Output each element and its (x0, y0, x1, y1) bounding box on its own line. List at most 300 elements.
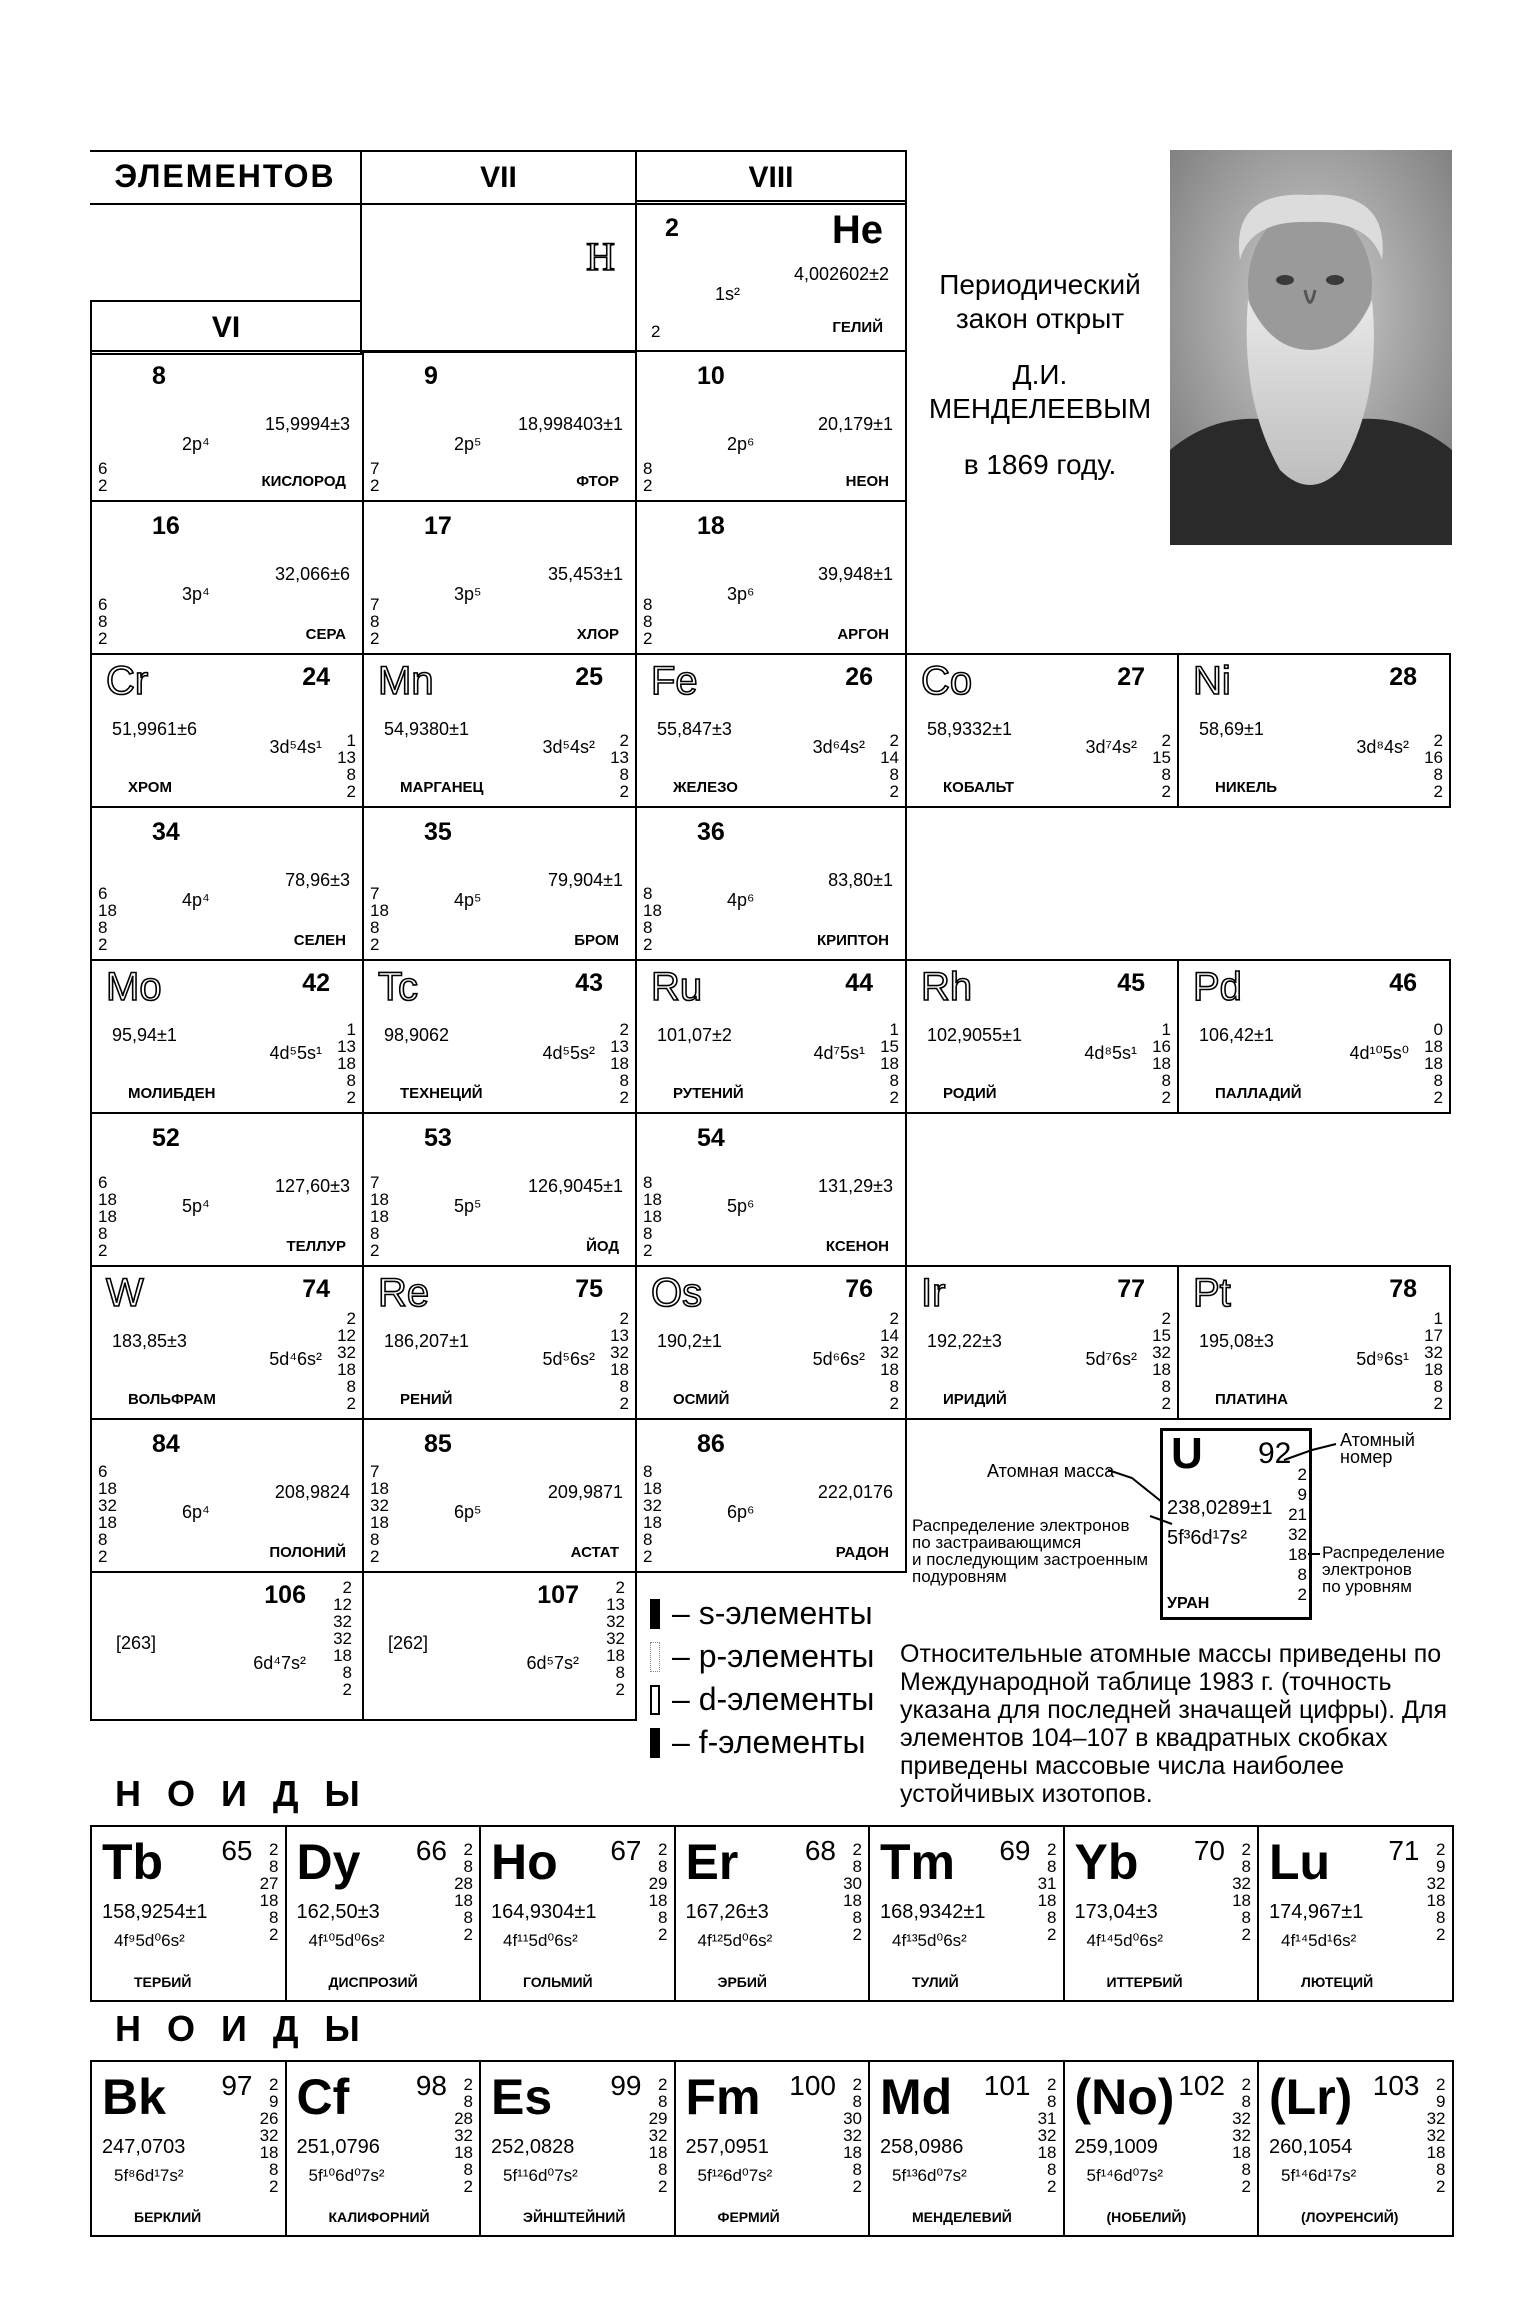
element-cell-ne (635, 350, 907, 502)
atomic-number: 54 (697, 1124, 725, 1152)
legend-p-label: – p-элементы (672, 1638, 875, 1674)
electron-config: 5p⁵ (454, 1196, 482, 1216)
atomic-mass: 79,904±1 (548, 870, 623, 890)
element-cell-xe (635, 1112, 907, 1267)
atomic-number: 75 (575, 1275, 603, 1303)
atomic-mass: 209,9871 (547, 1482, 623, 1502)
label-atomic-mass: Атомная масса (987, 1461, 1115, 1481)
element-cell-o (90, 350, 364, 502)
element-name: ЛЮТЕЦИЙ (1301, 1974, 1374, 1990)
electron-levels: 2 14 32 18 8 2 (880, 1309, 899, 1413)
atomic-mass: 20,179±1 (818, 414, 893, 434)
element-name: ИТТЕРБИЙ (1106, 1974, 1183, 1990)
atomic-mass: 131,29±3 (818, 1176, 893, 1196)
element-name: БРОМ (574, 932, 619, 949)
element-name: АСТАТ (570, 1544, 619, 1561)
element-name: (НОБЕЛИЙ) (1106, 2209, 1187, 2225)
atomic-number: 74 (302, 1275, 330, 1303)
element-name: РОДИЙ (943, 1085, 997, 1102)
element-name: ТЕХНЕЦИЙ (400, 1085, 483, 1102)
electron-levels: 1 17 32 18 8 2 (1424, 1309, 1443, 1413)
atomic-number: 71 (1388, 1835, 1420, 1866)
lanthanides-cell-0 (90, 1825, 287, 2002)
element-name: ХЛОР (576, 626, 619, 643)
electron-levels: 2 13 32 32 18 8 2 (606, 1578, 625, 1699)
element-symbol: Re (378, 1271, 430, 1315)
atomic-mass: 98,9062 (384, 1025, 450, 1045)
electron-config: 5p⁴ (182, 1196, 210, 1216)
element-cell-ni (1177, 653, 1451, 808)
atomic-number: 43 (575, 969, 603, 997)
atomic-mass: 252,0828 (491, 2136, 575, 2158)
caption-line-3: Д.И. МЕНДЕЛЕЕВЫМ (928, 359, 1152, 424)
demo-levels: 2 9 21 32 18 8 2 (1288, 1465, 1307, 1604)
caption-line-2: закон открыт (955, 303, 1125, 334)
element-name: ЖЕЛЕЗО (673, 779, 738, 796)
electron-levels: 8 18 18 8 2 (643, 1173, 662, 1260)
electron-levels: 2 8 29 18 8 2 (648, 1840, 668, 1944)
electron-levels: 2 9 26 32 18 8 2 (259, 2075, 279, 2196)
element-name: ХРОМ (128, 779, 172, 796)
lanthanides-cell-3 (674, 1825, 871, 2002)
atomic-mass: 195,08±3 (1199, 1331, 1274, 1351)
atomic-number: 42 (302, 969, 330, 997)
electron-config: 3d⁸4s² (1356, 737, 1409, 757)
atomic-mass: 208,9824 (274, 1482, 350, 1502)
atomic-mass: 174,967±1 (1269, 1901, 1364, 1923)
element-cell-cl (362, 500, 637, 655)
atomic-mass: [262] (388, 1633, 429, 1653)
electron-levels: 1 16 18 8 2 (1152, 1020, 1171, 1107)
electron-config: 4f¹¹5d⁰6s² (503, 1931, 578, 1950)
element-cell-ru (635, 959, 907, 1114)
element-symbol: Co (921, 659, 973, 703)
atomic-mass: 192,22±3 (927, 1331, 1002, 1351)
atomic-number: 52 (152, 1124, 180, 1152)
atomic-mass: 39,948±1 (818, 564, 893, 584)
element-symbol: Er (685, 1834, 739, 1890)
electron-config: 3p⁵ (454, 584, 482, 604)
atomic-mass: 58,9332±1 (927, 719, 1012, 739)
element-symbol: Mo (106, 965, 162, 1009)
electron-config: 5d⁵6s² (542, 1349, 595, 1369)
atomic-mass: 158,9254±1 (102, 1901, 208, 1923)
element-symbol: Fm (685, 2069, 761, 2125)
electron-levels: 2 8 30 32 18 8 2 (843, 2075, 862, 2196)
atomic-number: 84 (152, 1430, 180, 1458)
electron-config: 6p⁶ (727, 1502, 755, 1522)
element-symbol: Fe (651, 659, 698, 703)
atomic-number: 85 (424, 1430, 452, 1458)
electron-config: 5f¹³6d⁰7s² (892, 2166, 967, 2185)
electron-levels: 7 2 (370, 459, 380, 495)
actinides-cell-0 (90, 2060, 287, 2237)
electron-config: 2p⁵ (454, 434, 482, 454)
actinides-title: НОИДЫ (115, 2008, 386, 2049)
electron-config: 6d⁴7s² (253, 1653, 306, 1673)
electron-config: 3d⁷4s² (1085, 737, 1137, 757)
legend-s (650, 1595, 873, 1632)
atomic-mass: 54,9380±1 (384, 719, 469, 739)
element-symbol: Ho (491, 1834, 558, 1890)
electron-levels: 8 8 2 (643, 595, 653, 648)
element-name: ОСМИЙ (673, 1391, 730, 1408)
element-cell-pd (1177, 959, 1451, 1114)
element-name: МАРГАНЕЦ (400, 779, 484, 796)
electron-levels: 7 18 32 18 8 2 (370, 1462, 389, 1566)
atomic-number: 16 (152, 512, 180, 540)
electron-levels: 2 13 32 18 8 2 (610, 1309, 629, 1413)
electron-config: 4f¹⁰5d⁰6s² (308, 1931, 385, 1950)
electron-levels: 6 2 (98, 459, 108, 495)
hydrogen-symbol: H (586, 234, 615, 279)
electron-levels: 6 18 32 18 8 2 (98, 1462, 117, 1566)
atomic-number: 98 (415, 2070, 447, 2101)
atomic-number: 53 (424, 1124, 452, 1152)
atomic-number: 9 (424, 362, 438, 390)
electron-levels: 2 13 18 8 2 (610, 1020, 629, 1107)
element-symbol: Ru (651, 965, 703, 1009)
demo-name: УРАН (1167, 1595, 1210, 1612)
element-cell-rn (635, 1418, 907, 1573)
atomic-number: 102 (1178, 2070, 1225, 2101)
element-name: КРИПТОН (816, 932, 889, 949)
element-cell-os (635, 1265, 907, 1420)
caption-line-1: Периодический (939, 269, 1141, 300)
element-symbol: (No) (1074, 2069, 1175, 2125)
element-cell-ar (635, 500, 907, 655)
caption-line-4: в 1869 году. (963, 449, 1117, 480)
atomic-number: 44 (845, 969, 873, 997)
element-cell-se (90, 806, 364, 961)
actinides-cell-6 (1257, 2060, 1454, 2237)
electron-config: 4d¹⁰5s⁰ (1349, 1043, 1409, 1063)
atomic-number: 70 (1193, 1835, 1225, 1866)
electron-config: 5f¹¹6d⁰7s² (503, 2166, 578, 2185)
element-symbol: Cf (296, 2069, 350, 2125)
electron-config: 3d⁵4s² (542, 737, 595, 757)
electron-config: 6d⁵7s² (526, 1653, 579, 1673)
legend-d (650, 1681, 874, 1718)
atomic-number: 66 (415, 1835, 447, 1866)
element-name: ТЕЛЛУР (286, 1238, 346, 1255)
electron-config: 6p⁴ (182, 1502, 210, 1522)
atomic-number: 86 (697, 1430, 725, 1458)
electron-config: 2p⁴ (182, 434, 210, 454)
atomic-number: 34 (152, 818, 180, 846)
element-cell-ir (905, 1265, 1179, 1420)
electron-levels: 6 18 18 8 2 (98, 1173, 117, 1260)
mendeleev-portrait (1170, 150, 1452, 545)
electron-levels: 2 8 31 32 18 8 2 (1037, 2075, 1057, 2196)
element-name: ЭЙНШТЕЙНИЙ (523, 2209, 626, 2225)
electron-levels: 2 12 32 32 18 8 2 (333, 1578, 352, 1699)
legend-p (650, 1638, 874, 1675)
title-rule (90, 150, 362, 152)
demo-config: 5f³6d¹7s² (1167, 1527, 1248, 1549)
element-name: СЕЛЕН (293, 932, 346, 949)
electron-config: 4f¹⁴5d¹6s² (1281, 1931, 1357, 1950)
lanthanides-cell-1 (285, 1825, 482, 2002)
atomic-number: 17 (424, 512, 452, 540)
element-cell-s (90, 500, 364, 655)
element-name: МЕНДЕЛЕВИЙ (912, 2209, 1012, 2225)
legend-s-label: – s-элементы (672, 1595, 873, 1631)
element-symbol: Cr (106, 659, 149, 703)
electron-config: 5f¹²6d⁰7s² (697, 2166, 773, 2185)
electron-config: 5d⁷6s² (1085, 1349, 1137, 1369)
atomic-mass: 126,9045±1 (528, 1176, 623, 1196)
element-cell-rh (905, 959, 1179, 1114)
electron-levels: 2 16 8 2 (1424, 731, 1443, 801)
lanthanides-title: НОИДЫ (115, 1773, 386, 1814)
element-cell-te (90, 1112, 364, 1267)
atomic-mass: 257,0951 (685, 2136, 769, 2158)
element-cell-pt (1177, 1265, 1451, 1420)
atomic-mass: 55,847±3 (657, 719, 732, 739)
electron-config: 4f⁹5d⁰6s² (114, 1931, 185, 1950)
atomic-number: 99 (610, 2070, 642, 2101)
element-name: МОЛИБДЕН (128, 1085, 216, 1102)
electron-config: 5d⁶6s² (812, 1349, 865, 1369)
atomic-number: 100 (789, 2070, 836, 2101)
atomic-mass: 4,002602±2 (794, 264, 889, 284)
electron-config: 1s² (715, 284, 741, 304)
electron-levels: 2 8 29 32 18 8 2 (648, 2075, 668, 2196)
legend-f (650, 1724, 865, 1761)
atomic-number: 36 (697, 818, 725, 846)
atomic-mass: [263] (116, 1633, 157, 1653)
label-level-distribution: Распределение электронов по уровням (1322, 1543, 1445, 1596)
atomic-mass: 222,0176 (817, 1482, 893, 1502)
electron-config: 4f¹³5d⁰6s² (892, 1931, 967, 1950)
atomic-mass: 167,26±3 (685, 1901, 769, 1923)
electron-levels: 2 15 32 18 8 2 (1152, 1309, 1171, 1413)
element-name: ПАЛЛАДИЙ (1215, 1085, 1302, 1102)
electron-config: 4p⁶ (727, 890, 755, 910)
element-name: БЕРКЛИЙ (134, 2209, 202, 2225)
f-mark-icon (650, 1728, 660, 1758)
element-name: РЕНИЙ (400, 1391, 453, 1408)
atomic-number: 76 (845, 1275, 873, 1303)
element-name: НЕОН (845, 473, 889, 490)
element-symbol: Es (491, 2069, 553, 2125)
element-symbol: Pt (1193, 1271, 1231, 1315)
electron-levels: 1 13 8 2 (337, 731, 356, 801)
atomic-mass: 186,207±1 (384, 1331, 469, 1351)
atomic-mass: 183,85±3 (112, 1331, 187, 1351)
electron-config: 5f¹⁴6d¹7s² (1281, 2166, 1357, 2185)
element-name: НИКЕЛЬ (1215, 779, 1278, 796)
electron-config: 4d⁵5s² (542, 1043, 595, 1063)
label-sublevel-distribution: Распределение электронов по застраивающимся и последующим застроенным подуровням (912, 1516, 1149, 1586)
atomic-mass: 35,453±1 (548, 564, 623, 584)
mendeleev-caption (905, 268, 1175, 482)
electron-levels: 2 8 31 18 8 2 (1037, 1840, 1057, 1944)
element-symbol: (Lr) (1269, 2069, 1353, 2125)
element-cell-f (362, 350, 637, 502)
electron-config: 4p⁴ (182, 890, 210, 910)
element-name: КАЛИФОРНИЙ (328, 2209, 430, 2225)
element-symbol: He (831, 208, 883, 252)
element-cell-kr (635, 806, 907, 961)
p-mark-icon (650, 1642, 660, 1672)
atomic-number: 26 (845, 663, 873, 691)
atomic-mass: 18,998403±1 (518, 414, 623, 434)
actinides-cell-1 (285, 2060, 482, 2237)
element-symbol: Rh (921, 965, 973, 1009)
demo-symbol: U (1171, 1429, 1203, 1478)
element-symbol: Lu (1269, 1834, 1331, 1890)
element-name: ГОЛЬМИЙ (523, 1974, 593, 1990)
electron-levels: 7 18 18 8 2 (370, 1173, 389, 1260)
element-name: РУТЕНИЙ (673, 1085, 744, 1102)
atomic-number: 10 (697, 362, 725, 390)
element-name: ЭРБИЙ (717, 1974, 767, 1990)
element-symbol: W (106, 1271, 144, 1315)
element-name: ЙОД (586, 1238, 619, 1255)
atomic-number: 103 (1372, 2070, 1420, 2101)
element-cell-re (362, 1265, 637, 1420)
atomic-mass: 58,69±1 (1199, 719, 1264, 739)
element-cell-cr (90, 653, 364, 808)
electron-levels: 2 8 30 18 8 2 (843, 1840, 862, 1944)
atomic-number: 28 (1389, 663, 1417, 691)
element-name: ИРИДИЙ (943, 1391, 1007, 1408)
atomic-number: 24 (302, 663, 330, 691)
element-name: ТУЛИЙ (912, 1974, 959, 1990)
element-name: ФТОР (576, 473, 619, 490)
electron-levels: 2 13 8 2 (610, 731, 629, 801)
electron-config: 6p⁵ (454, 1502, 482, 1522)
element-name: СЕРА (305, 626, 346, 643)
electron-config: 5f¹⁰6d⁰7s² (308, 2166, 385, 2185)
atomic-mass: 173,04±3 (1074, 1901, 1158, 1923)
element-name: ВОЛЬФРАМ (128, 1391, 216, 1408)
demo-leader-lines (900, 1420, 1370, 1600)
d-mark-icon (650, 1685, 660, 1715)
element-cell-at (362, 1418, 637, 1573)
element-cell-e106 (90, 1571, 364, 1721)
lanthanides-cell-5 (1063, 1825, 1260, 2002)
element-symbol: Os (651, 1271, 703, 1315)
element-symbol: Ni (1193, 659, 1231, 703)
element-symbol: Mn (378, 659, 434, 703)
group-viii-header: VIII (635, 150, 907, 205)
electron-levels: 2 14 8 2 (880, 731, 899, 801)
actinides-cell-3 (674, 2060, 871, 2237)
legend-d-label: – d-элементы (672, 1681, 875, 1717)
element-cell-i (362, 1112, 637, 1267)
atomic-mass: 102,9055±1 (927, 1025, 1022, 1045)
atomic-number: 107 (537, 1581, 579, 1609)
atomic-mass: 127,60±3 (275, 1176, 350, 1196)
electron-levels: 2 12 32 18 8 2 (337, 1309, 356, 1413)
electron-config: 4d⁵5s¹ (269, 1043, 322, 1063)
element-cell-mn (362, 653, 637, 808)
electron-levels: 8 2 (643, 459, 653, 495)
element-cell-co (905, 653, 1179, 808)
demo-number: 92 (1258, 1437, 1292, 1470)
electron-levels: 2 8 32 18 8 2 (1232, 1840, 1251, 1944)
element-cell-he (635, 200, 907, 352)
element-name: КОБАЛЬТ (943, 779, 1015, 796)
atomic-mass: 106,42±1 (1199, 1025, 1274, 1045)
electron-config: 5f⁸6d¹7s² (114, 2166, 184, 2185)
header-divider (360, 150, 362, 355)
electron-levels: 1 13 18 8 2 (337, 1020, 356, 1107)
hydrogen-placeholder-cell (360, 203, 637, 353)
s-mark-icon (650, 1599, 660, 1629)
atomic-number: 97 (221, 2070, 253, 2101)
electron-config: 4d⁸5s¹ (1084, 1043, 1137, 1063)
electron-levels: 2 15 8 2 (1152, 731, 1171, 801)
atomic-mass: 51,9961±6 (112, 719, 197, 739)
atomic-mass: 101,07±2 (657, 1025, 732, 1045)
mass-note: Относительные атомные массы приведены по Международной таблице 1983 г. (точность указана для последней значащей цифры). Для элементов 104–107 в квадратных скобках приведены массовые числа наиболее устойчивых изотопов. (900, 1640, 1448, 1808)
label-atomic-number: Атомный номер (1340, 1430, 1415, 1467)
element-cell-br (362, 806, 637, 961)
element-symbol: Tb (102, 1834, 164, 1890)
electron-config: 5d⁹6s¹ (1356, 1349, 1409, 1369)
atomic-mass: 162,50±3 (296, 1901, 380, 1923)
electron-levels: 2 9 32 18 8 2 (1426, 1840, 1446, 1944)
electron-levels: 2 8 28 18 8 2 (454, 1840, 473, 1944)
electron-levels: 2 8 28 32 18 8 2 (454, 2075, 473, 2196)
electron-levels: 2 8 27 18 8 2 (259, 1840, 279, 1944)
element-name: ГЕЛИЙ (832, 319, 883, 336)
atomic-mass: 32,066±6 (275, 564, 350, 584)
electron-config: 4d⁷5s¹ (813, 1043, 865, 1063)
atomic-mass: 260,1054 (1269, 2136, 1353, 2158)
element-name: КСЕНОН (825, 1238, 889, 1255)
atomic-mass: 83,80±1 (828, 870, 893, 890)
element-name: ДИСПРОЗИЙ (328, 1974, 418, 1990)
electron-config: 3d⁵4s¹ (269, 737, 322, 757)
demo-mass: 238,0289±1 (1167, 1497, 1273, 1519)
element-cell-w (90, 1265, 364, 1420)
atomic-mass: 164,9304±1 (491, 1901, 597, 1923)
electron-levels: 2 9 32 32 18 8 2 (1426, 2075, 1446, 2196)
element-name: ПЛАТИНА (1215, 1391, 1289, 1408)
element-symbol: Md (880, 2069, 953, 2125)
lanthanides-cell-6 (1257, 1825, 1454, 2002)
atomic-mass: 168,9342±1 (880, 1901, 986, 1923)
atomic-mass: 95,94±1 (112, 1025, 177, 1045)
electron-levels: 2 (651, 322, 661, 341)
electron-config: 5p⁶ (727, 1196, 755, 1216)
electron-config: 5d⁴6s² (269, 1349, 322, 1369)
atomic-mass: 15,9994±3 (265, 414, 350, 434)
legend-f-label: – f-элементы (672, 1724, 866, 1760)
element-symbol: Ir (921, 1271, 946, 1315)
element-cell-po (90, 1418, 364, 1573)
electron-config: 4f¹²5d⁰6s² (697, 1931, 773, 1950)
atomic-number: 78 (1389, 1275, 1417, 1303)
element-symbol: Tm (880, 1834, 955, 1890)
element-name: КИСЛОРОД (261, 473, 346, 490)
atomic-number: 106 (264, 1581, 306, 1609)
atomic-number: 67 (610, 1835, 642, 1866)
element-symbol: Yb (1074, 1834, 1139, 1890)
electron-levels: 6 18 8 2 (98, 884, 117, 954)
atomic-mass: 247,0703 (102, 2136, 186, 2158)
atomic-number: 46 (1389, 969, 1417, 997)
electron-config: 4f¹⁴5d⁰6s² (1086, 1931, 1163, 1950)
group-vii-header: VII (360, 150, 637, 205)
atomic-number: 27 (1117, 663, 1145, 691)
actinides-cell-5 (1063, 2060, 1260, 2237)
